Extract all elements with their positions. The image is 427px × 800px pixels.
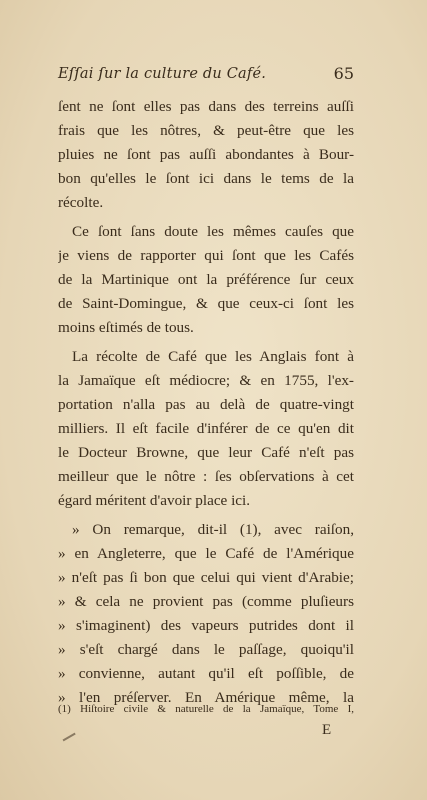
body-text [58,95,354,710]
text-line: de la Martinique ont la préférence ſur ceux [58,271,354,288]
text-line: le Docteur Browne, que leur Café n'eſt pas [58,444,354,461]
page-number: 65 [333,64,354,83]
text-line: frais que les nôtres, & peut-être que les [58,122,354,139]
text-line: » l'en préſerver. En Amérique même, la [58,689,354,706]
text-line: meilleur que le nôtre : ſes obſervations à cet [58,468,354,485]
footnote: (1) Hiſtoire civile & naturelle de la Jamaïque, Tome I, [58,703,354,715]
text-line: égard méritent d'avoir place ici. [58,492,251,509]
text-line: je viens de rapporter qui ſont que les Cafés [58,247,354,264]
page-header [58,62,354,88]
text-line: de Saint-Domingue, & que ceux-ci ſont les [58,295,354,312]
running-title: Eſſai ſur la culture du Café. [58,66,267,82]
text-line: ſent ne ſont elles pas dans des terreins auſſi [58,98,354,115]
text-line: » & cela ne provient pas (comme pluſieurs [58,593,354,610]
text-line: Ce ſont ſans doute les mêmes cauſes que [72,223,354,240]
text-line: » n'eſt pas ſi bon que celui qui vient d'Arabie; [58,569,354,586]
text-line: » convienne, autant qu'il eſt poſſible, de [58,665,354,682]
text-line: la Jamaïque eſt médiocre; & en 1755, l'ex- [58,372,354,389]
pencil-mark [63,733,76,741]
text-line: milliers. Il eſt facile d'inférer de ce qu'en dit [58,420,354,437]
text-line: récolte. [58,194,104,211]
text-line: » s'imaginent) des vapeurs putrides dont il [58,617,354,634]
text-line: bon qu'elles le ſont ici dans le tems de la [58,170,354,187]
text-line: moins eſtimés de tous. [58,319,194,336]
signature-mark: E [322,722,332,738]
text-line: pluies ne ſont pas auſſi abondantes à Bour- [58,146,354,163]
text-line: » en Angleterre, que le Café de l'Amérique [58,545,354,562]
text-line: » s'eſt chargé dans le paſſage, quoiqu'il [58,641,354,658]
text-line: portation n'alla pas au delà de quatre-vingt [58,396,354,413]
text-line: » On remarque, dit-il (1), avec raiſon, [72,521,354,538]
text-line: La récolte de Café que les Anglais font à [72,348,354,365]
